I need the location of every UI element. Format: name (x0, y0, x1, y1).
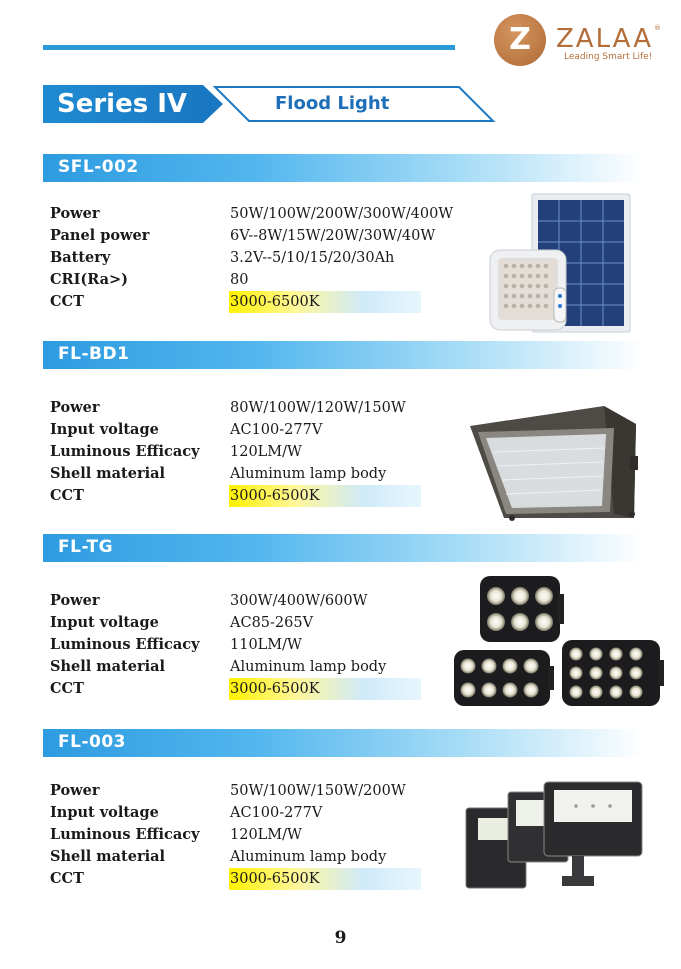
spec-label: CCT (50, 680, 84, 697)
spec-value: 120LM/W (230, 444, 302, 460)
page-number: 9 (334, 928, 347, 948)
spec-label: Input voltage (50, 804, 159, 821)
slim-flood-light-image (464, 780, 644, 890)
spec-row (50, 203, 480, 225)
series-subtitle: Flood Light (275, 93, 390, 114)
logo-letter: Z (509, 22, 531, 57)
spec-value: 3000-6500K (230, 681, 320, 697)
spec-value: AC100-277V (230, 422, 323, 438)
spec-row (50, 780, 480, 802)
section-header-fl-tg (43, 534, 643, 562)
spec-label: CCT (50, 870, 84, 887)
spec-value: 50W/100W/150W/200W (230, 783, 406, 799)
spec-list-fl-003 (50, 780, 480, 890)
spec-value: 300W/400W/600W (230, 593, 368, 609)
spec-row (50, 612, 480, 634)
spec-value: Aluminum lamp body (230, 659, 387, 675)
section-title: FL-TG (58, 537, 114, 557)
spec-row (50, 419, 480, 441)
brand-tagline: Leading Smart Life! (564, 52, 653, 62)
spec-label: CCT (50, 487, 84, 504)
stadium-flood-light-image (450, 574, 666, 708)
spec-row (50, 269, 480, 291)
spec-row (50, 846, 480, 868)
spec-label: Power (50, 399, 100, 416)
section-title: SFL-002 (58, 157, 139, 177)
spec-label: Shell material (50, 658, 166, 675)
solar-flood-light-image (488, 192, 634, 334)
spec-row (50, 463, 480, 485)
series-title: Series IV (57, 89, 188, 119)
spec-value: AC100-277V (230, 805, 323, 821)
spec-row-cct (50, 868, 480, 890)
spec-value: 6V--8W/15W/20W/30W/40W (230, 228, 436, 244)
spec-label: Luminous Efficacy (50, 636, 200, 653)
series-header (43, 85, 455, 125)
spec-value: Aluminum lamp body (230, 849, 387, 865)
spec-label: Panel power (50, 227, 150, 244)
registered-mark: ® (654, 24, 661, 32)
spec-label: Power (50, 592, 100, 609)
section-title: FL-BD1 (58, 344, 130, 364)
spec-value: 50W/100W/200W/300W/400W (230, 206, 454, 222)
spec-row (50, 824, 480, 846)
brand-name: ZALAA (556, 24, 653, 54)
spec-value: 80 (230, 272, 249, 288)
spec-list-fl-tg (50, 590, 480, 700)
spec-row (50, 441, 480, 463)
spec-value: 3000-6500K (230, 488, 320, 504)
spec-row-cct (50, 678, 480, 700)
spec-value: 80W/100W/120W/150W (230, 400, 406, 416)
spec-value: AC85-265V (230, 615, 314, 631)
spec-label: Luminous Efficacy (50, 826, 200, 843)
spec-value: 120LM/W (230, 827, 302, 843)
section-header-sfl-002 (43, 154, 643, 182)
spec-value: 3.2V--5/10/15/20/30Ah (230, 250, 395, 266)
spec-value: 3000-6500K (230, 871, 320, 887)
spec-row (50, 802, 480, 824)
spec-label: Power (50, 782, 100, 799)
wall-pack-light-image (464, 402, 644, 524)
spec-label: Shell material (50, 848, 166, 865)
spec-list-fl-bd1 (50, 397, 480, 507)
spec-label: CRI(Ra>) (50, 271, 129, 288)
spec-label: Luminous Efficacy (50, 443, 200, 460)
spec-row (50, 247, 480, 269)
section-header-fl-bd1 (43, 341, 643, 369)
spec-row-cct (50, 485, 480, 507)
section-header-fl-003 (43, 729, 643, 757)
spec-label: Shell material (50, 465, 166, 482)
spec-list-sfl-002 (50, 203, 480, 313)
spec-row (50, 397, 480, 419)
spec-label: Power (50, 205, 100, 222)
spec-label: CCT (50, 293, 84, 310)
top-divider (43, 45, 455, 50)
spec-value: 3000-6500K (230, 294, 320, 310)
spec-value: 110LM/W (230, 637, 302, 653)
spec-row-cct (50, 291, 480, 313)
spec-row (50, 225, 480, 247)
brand-logo (494, 14, 664, 70)
spec-row (50, 656, 480, 678)
spec-row (50, 634, 480, 656)
spec-value: Aluminum lamp body (230, 466, 387, 482)
spec-label: Input voltage (50, 614, 159, 631)
spec-label: Input voltage (50, 421, 159, 438)
spec-label: Battery (50, 249, 111, 266)
section-title: FL-003 (58, 732, 126, 752)
spec-row (50, 590, 480, 612)
